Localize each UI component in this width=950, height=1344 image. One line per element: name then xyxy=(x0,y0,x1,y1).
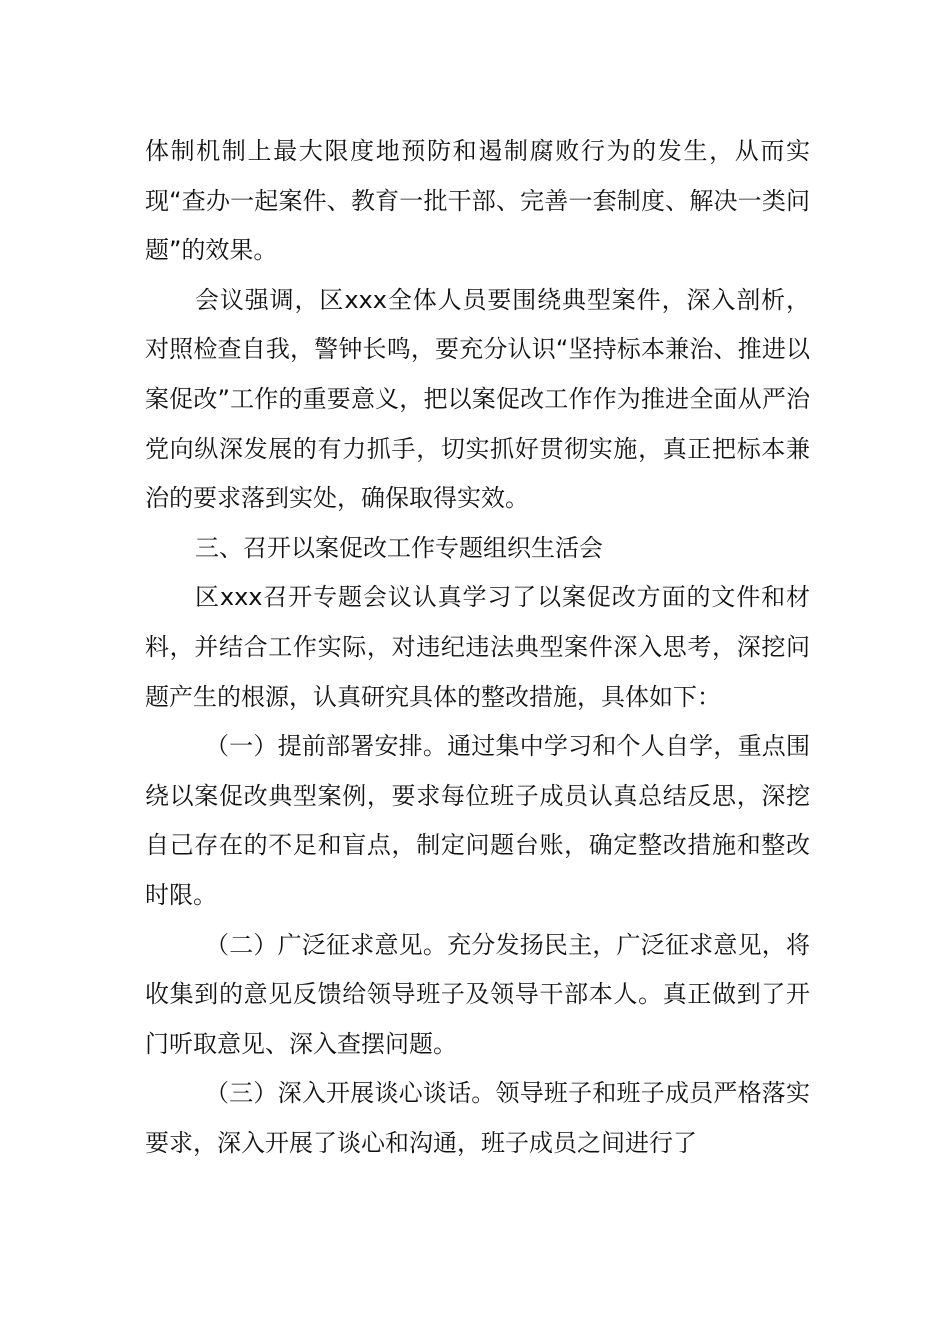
paragraph-item-two: （二）广泛征求意见。充分发扬民主，广泛征求意见，将收集到的意见反馈给领导班子及领导干部本人。真正做到了开门听取意见、深入查摆问题。 xyxy=(145,930,810,1058)
paragraph-continuation: 体制机制上最大限度地预防和遏制腐败行为的发生，从而实现“查办一起案件、教育一批干部、完善一套制度、解决一类问题”的效果。 xyxy=(145,137,810,265)
section-heading-three: 三、召开以案促改工作专题组织生活会 xyxy=(195,533,603,562)
document-body xyxy=(145,127,810,1168)
paragraph-item-one: （一）提前部署安排。通过集中学习和个人自学，重点围绕以案促改典型案例，要求每位班子成员认真总结反思，深挖自己存在的不足和盲点，制定问题台账，确定整改措施和整改时限。 xyxy=(145,732,810,909)
paragraph-item-three: （三）深入开展谈心谈话。领导班子和班子成员严格落实要求，深入开展了谈心和沟通，班子成员之间进行了 xyxy=(145,1079,810,1157)
paragraph-meeting-emphasis: 会议强调，区xxx全体人员要围绕典型案件，深入剖析，对照检查自我，警钟长鸣，要充分认识“坚持标本兼治、推进以案促改”工作的重要意义，把以案促改工作作为推进全面从严治党向纵深发展的有力抓手，切实抓好贯彻实施，真正把标本兼治的要求落到实处，确保取得实效。 xyxy=(145,285,810,513)
paragraph-special-meeting: 区xxx召开专题会议认真学习了以案促改方面的文件和材料，并结合工作实际，对违纪违法典型案件深入思考，深挖问题产生的根源，认真研究具体的整改措施，具体如下： xyxy=(145,583,810,711)
